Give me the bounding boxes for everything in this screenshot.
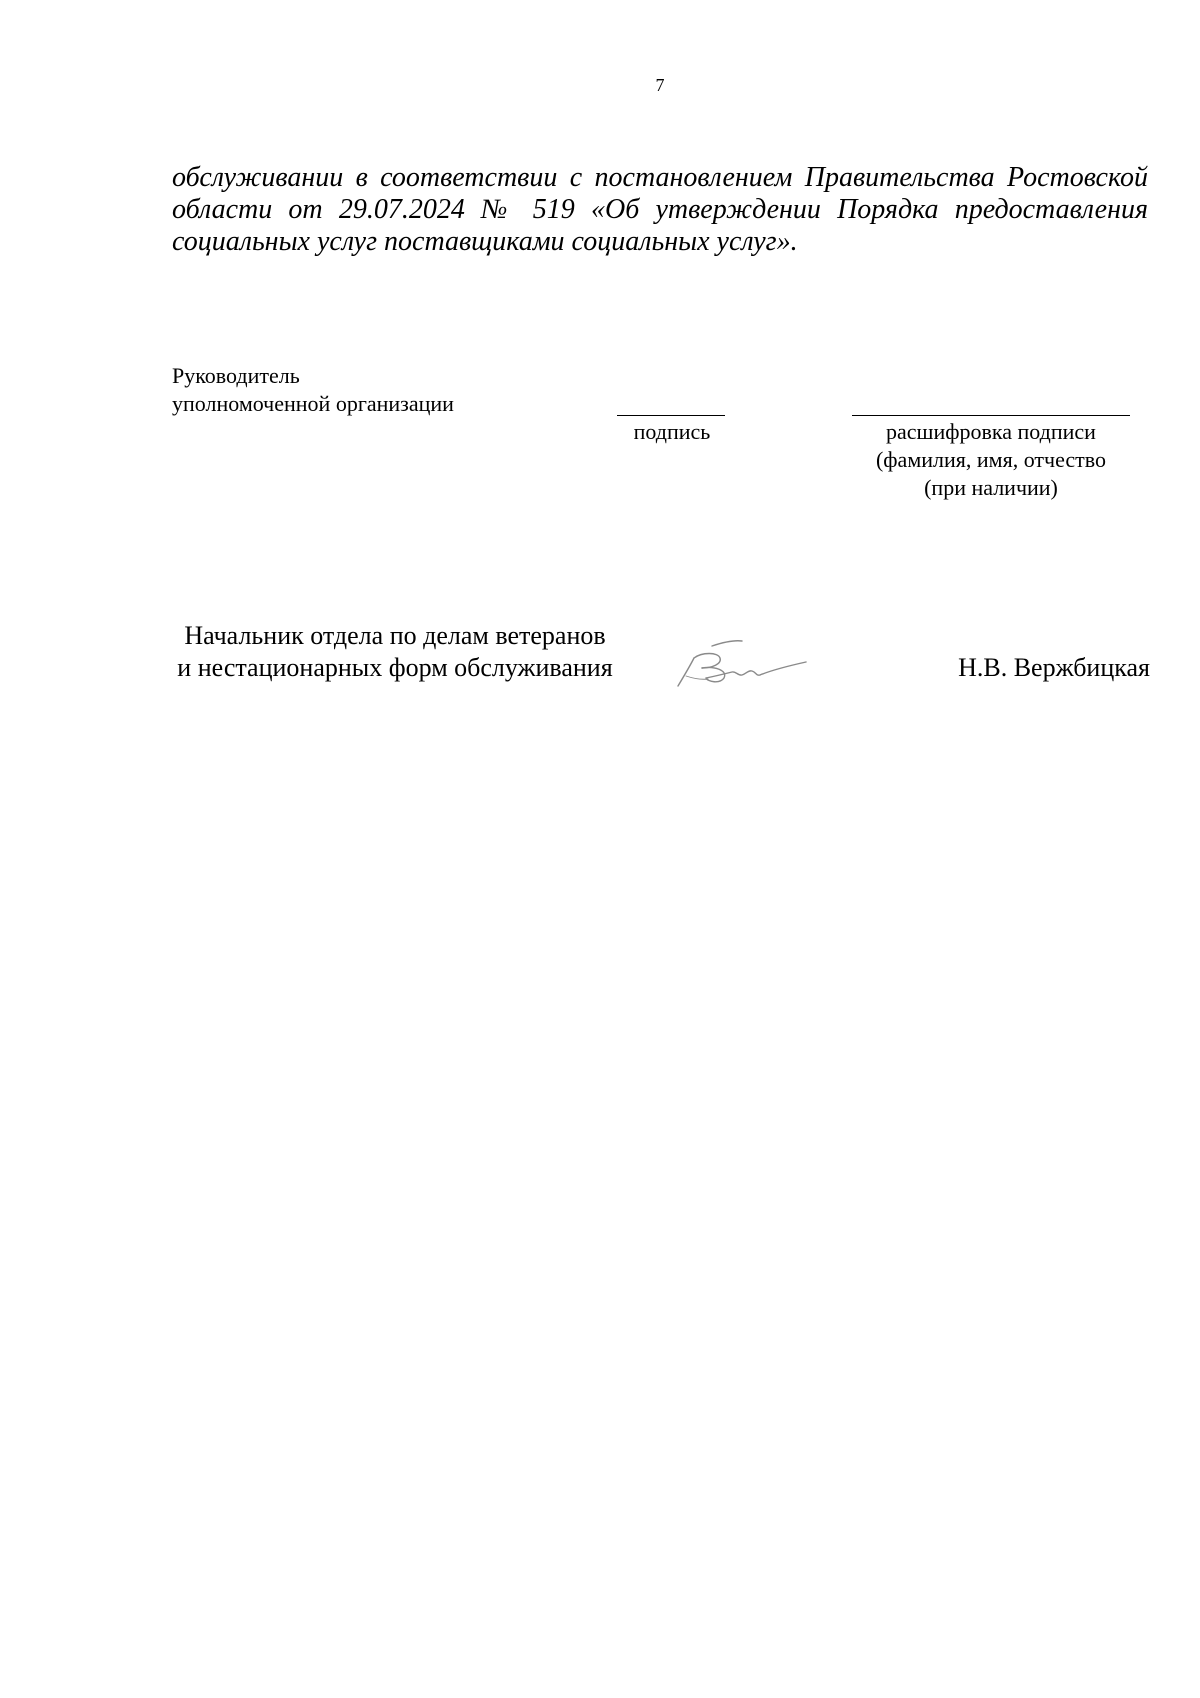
handwritten-signature-icon [672,632,812,692]
official-signature-section [0,620,1200,700]
signature-form-block [172,362,1148,512]
official-title-line-2: и нестационарных форм обслуживания [177,653,613,682]
page-number: 7 [655,75,665,95]
head-label-line-2: уполномоченной организации [172,391,454,416]
signature-decode-blank-line [852,415,1130,416]
intro-paragraph: обслуживании в соответствии с постановлением Правительства Ростовской области от 29.07.2024 № 519 «Об утверждении Порядка предоставления социальных услуг поставщиками социальных услуг». [172,162,1148,257]
decode-caption-line-2: (фамилия, имя, отчество [875,447,1107,472]
official-position-title [150,620,640,684]
signature-blank-line [617,415,725,416]
official-title-line-1: Начальник отдела по делам ветеранов [184,621,606,650]
signature-decode-caption [832,418,1150,502]
organization-head-label [172,362,572,418]
official-name: Н.В. Вержбицкая [958,653,1150,682]
head-label-line-1: Руководитель [172,363,300,388]
decode-caption-line-3: (при наличии) [924,475,1058,500]
signature-caption: подпись [633,419,711,444]
decode-caption-line-1: расшифровка подписи [886,419,1096,444]
